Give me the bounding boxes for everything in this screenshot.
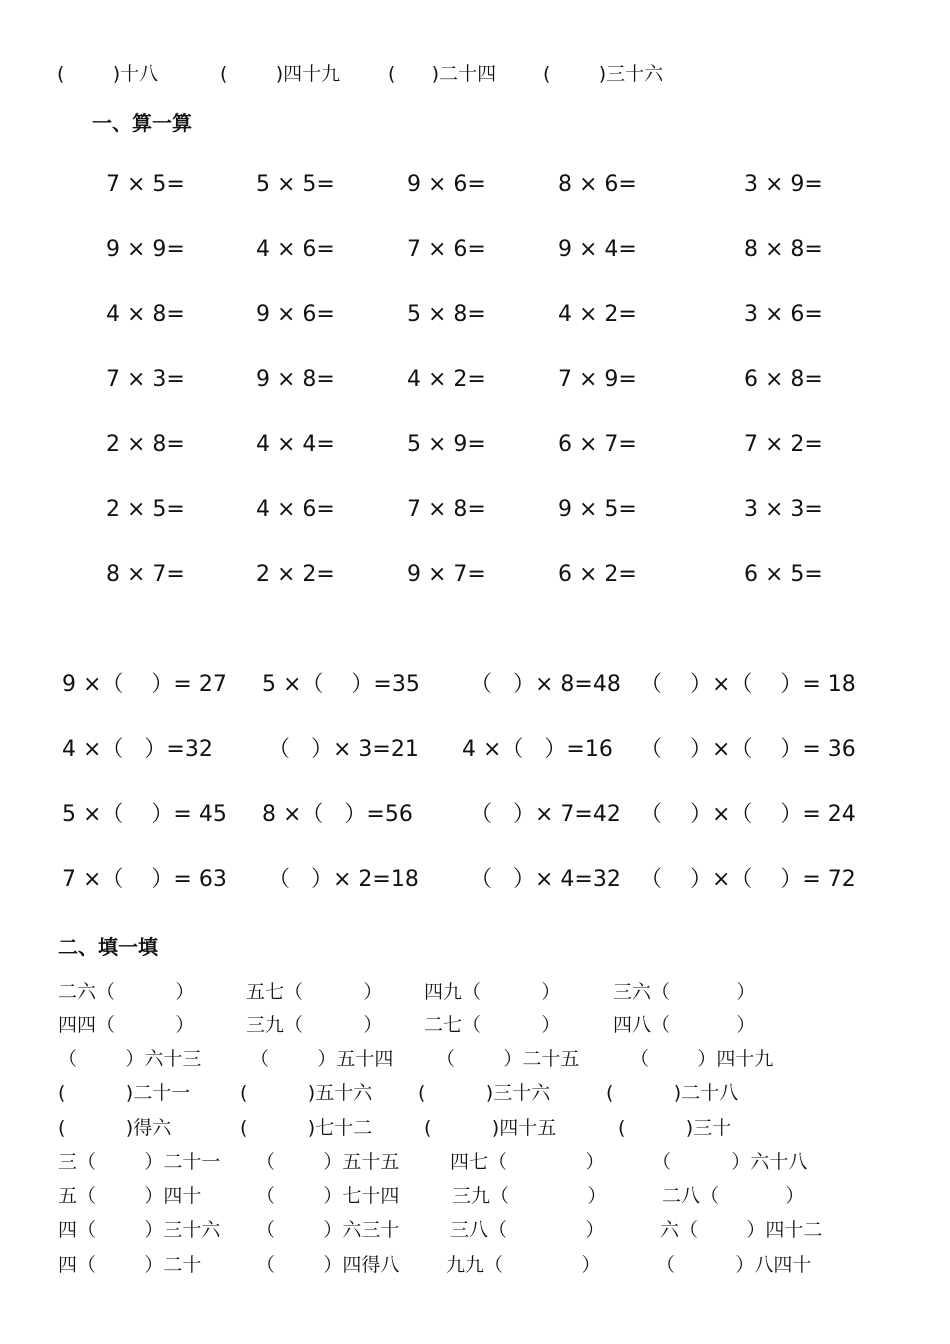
fill-in-problem: 7 ×（ ）= 63 bbox=[62, 867, 227, 892]
rhyme-fill-item: （ ）六十三 bbox=[58, 1048, 202, 1070]
rhyme-fill-item: （ ）六三十 bbox=[256, 1219, 400, 1241]
fill-in-problem: 5 ×（ ）=35 bbox=[262, 672, 420, 697]
fill-in-problem: （ ）× 3=21 bbox=[268, 737, 419, 762]
multiplication-problem: 2 × 8= bbox=[106, 432, 185, 457]
rhyme-fill-item: （ ）八四十 bbox=[656, 1254, 812, 1276]
fill-in-problem: （ ）× 8=48 bbox=[470, 672, 621, 697]
multiplication-problem: 2 × 2= bbox=[256, 562, 335, 587]
multiplication-problem: 5 × 5= bbox=[256, 172, 335, 197]
section-title: 二、填一填 bbox=[58, 935, 158, 959]
fill-in-problem: （ ）×（ ）= 18 bbox=[640, 672, 856, 697]
multiplication-problem: 6 × 8= bbox=[744, 367, 823, 392]
rhyme-fill-item: 三九（ ） bbox=[452, 1185, 607, 1207]
fill-in-problem: （ ）× 2=18 bbox=[268, 867, 419, 892]
rhyme-fill-item: （ ）二十五 bbox=[436, 1048, 580, 1070]
fill-in-problem: 8 ×（ ）=56 bbox=[262, 802, 413, 827]
rhyme-fill-item: 四七（ ） bbox=[450, 1151, 605, 1173]
multiplication-problem: 3 × 3= bbox=[744, 497, 823, 522]
fill-in-problem: 9 ×（ ）= 27 bbox=[62, 672, 227, 697]
multiplication-problem: 7 × 5= bbox=[106, 172, 185, 197]
rhyme-fill-item: 五七（ ） bbox=[246, 981, 383, 1003]
multiplication-problem: 9 × 5= bbox=[558, 497, 637, 522]
multiplication-problem: 5 × 9= bbox=[407, 432, 486, 457]
top-item: ( )二十四 bbox=[388, 63, 497, 85]
rhyme-fill-item: 三八（ ） bbox=[450, 1219, 605, 1241]
top-item: ( )三十六 bbox=[543, 63, 664, 85]
multiplication-problem: 3 × 6= bbox=[744, 302, 823, 327]
rhyme-fill-item: （ ）七十四 bbox=[256, 1185, 400, 1207]
multiplication-problem: 9 × 9= bbox=[106, 237, 185, 262]
multiplication-problem: 7 × 6= bbox=[407, 237, 486, 262]
multiplication-problem: 4 × 4= bbox=[256, 432, 335, 457]
rhyme-fill-item: （ ）四十九 bbox=[630, 1048, 774, 1070]
rhyme-fill-item: ( )七十二 bbox=[240, 1117, 373, 1139]
rhyme-fill-item: 二七（ ） bbox=[424, 1014, 561, 1036]
rhyme-fill-item: 三九（ ） bbox=[246, 1014, 383, 1036]
multiplication-problem: 6 × 2= bbox=[558, 562, 637, 587]
fill-in-problem: （ ）×（ ）= 24 bbox=[640, 802, 856, 827]
rhyme-fill-item: ( )五十六 bbox=[240, 1082, 373, 1104]
fill-in-problem: 4 ×（ ）=32 bbox=[62, 737, 213, 762]
rhyme-fill-item: 四（ ）二十 bbox=[58, 1254, 202, 1276]
multiplication-problem: 4 × 6= bbox=[256, 237, 335, 262]
rhyme-fill-item: ( )二十八 bbox=[606, 1082, 739, 1104]
rhyme-fill-item: （ ）五十五 bbox=[256, 1151, 400, 1173]
rhyme-fill-item: ( )得六 bbox=[58, 1117, 172, 1139]
multiplication-problem: 7 × 3= bbox=[106, 367, 185, 392]
rhyme-fill-item: 三六（ ） bbox=[613, 981, 756, 1003]
top-item: ( )十八 bbox=[57, 63, 159, 85]
rhyme-fill-item: ( )三十 bbox=[618, 1117, 732, 1139]
rhyme-fill-item: 四八（ ） bbox=[613, 1014, 756, 1036]
multiplication-problem: 9 × 8= bbox=[256, 367, 335, 392]
rhyme-fill-item: 五（ ）四十 bbox=[58, 1185, 202, 1207]
fill-in-problem: 4 ×（ ）=16 bbox=[462, 737, 613, 762]
fill-in-problem: （ ）× 4=32 bbox=[470, 867, 621, 892]
multiplication-problem: 8 × 8= bbox=[744, 237, 823, 262]
rhyme-fill-item: 三（ ）二十一 bbox=[58, 1151, 221, 1173]
rhyme-fill-item: 六（ ）四十二 bbox=[660, 1219, 823, 1241]
multiplication-problem: 4 × 2= bbox=[558, 302, 637, 327]
multiplication-problem: 9 × 4= bbox=[558, 237, 637, 262]
multiplication-problem: 6 × 7= bbox=[558, 432, 637, 457]
rhyme-fill-item: 二八（ ） bbox=[662, 1185, 805, 1207]
fill-in-problem: （ ）× 7=42 bbox=[470, 802, 621, 827]
rhyme-fill-item: （ ）六十八 bbox=[652, 1151, 808, 1173]
multiplication-problem: 8 × 6= bbox=[558, 172, 637, 197]
multiplication-problem: 9 × 6= bbox=[407, 172, 486, 197]
multiplication-problem: 2 × 5= bbox=[106, 497, 185, 522]
rhyme-fill-item: ( )三十六 bbox=[418, 1082, 551, 1104]
top-item: ( )四十九 bbox=[220, 63, 341, 85]
multiplication-problem: 7 × 8= bbox=[407, 497, 486, 522]
rhyme-fill-item: （ ）五十四 bbox=[250, 1048, 394, 1070]
fill-in-problem: （ ）×（ ）= 36 bbox=[640, 737, 856, 762]
multiplication-problem: 9 × 7= bbox=[407, 562, 486, 587]
multiplication-problem: 3 × 9= bbox=[744, 172, 823, 197]
multiplication-problem: 4 × 2= bbox=[407, 367, 486, 392]
rhyme-fill-item: 九九（ ） bbox=[446, 1254, 601, 1276]
multiplication-problem: 7 × 2= bbox=[744, 432, 823, 457]
multiplication-problem: 4 × 6= bbox=[256, 497, 335, 522]
multiplication-problem: 5 × 8= bbox=[407, 302, 486, 327]
rhyme-fill-item: ( )二十一 bbox=[58, 1082, 191, 1104]
rhyme-fill-item: 四四（ ） bbox=[58, 1014, 195, 1036]
rhyme-fill-item: ( )四十五 bbox=[424, 1117, 557, 1139]
section-title: 一、算一算 bbox=[92, 111, 192, 135]
multiplication-problem: 7 × 9= bbox=[558, 367, 637, 392]
fill-in-problem: 5 ×（ ）= 45 bbox=[62, 802, 227, 827]
rhyme-fill-item: （ ）四得八 bbox=[256, 1254, 400, 1276]
rhyme-fill-item: 四九（ ） bbox=[424, 981, 561, 1003]
rhyme-fill-item: 二六（ ） bbox=[58, 981, 195, 1003]
multiplication-problem: 4 × 8= bbox=[106, 302, 185, 327]
multiplication-problem: 8 × 7= bbox=[106, 562, 185, 587]
multiplication-problem: 9 × 6= bbox=[256, 302, 335, 327]
multiplication-problem: 6 × 5= bbox=[744, 562, 823, 587]
fill-in-problem: （ ）×（ ）= 72 bbox=[640, 867, 856, 892]
rhyme-fill-item: 四（ ）三十六 bbox=[58, 1219, 221, 1241]
